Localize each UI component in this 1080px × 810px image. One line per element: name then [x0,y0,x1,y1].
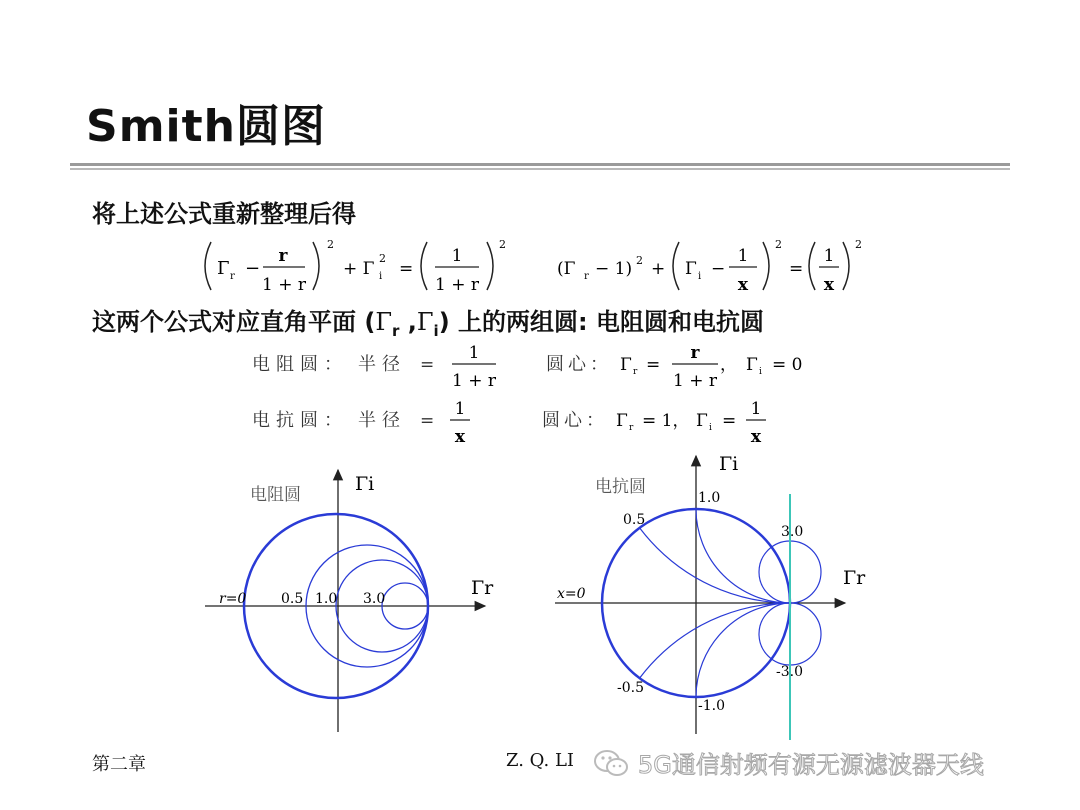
left-label-30: 3.0 [363,591,386,607]
eq2-minus1: − 1) [595,259,633,279]
eq1-den: 1 + r [262,275,306,295]
explain-text [92,302,764,340]
right-axis-x-label: Γr [843,567,866,589]
left-axis-y-label: Γi [355,473,375,495]
explain-sub-i: i [433,321,439,340]
left-label-05: 0.5 [281,591,304,607]
circle-definitions [250,340,830,452]
right-axis-y-label: Γi [719,453,739,475]
explain-suffix: ) 上的两组圆: 电阻圆和电抗圆 [438,308,764,336]
eq2-eq: = [789,259,804,279]
reactance-eq2: = 1， [642,411,690,431]
reactance-center-den: x [750,427,762,447]
eq1-sub-r: r [230,271,235,282]
explain-prefix: 这两个公式对应直角平面 ( [92,308,376,336]
eq2-den2: x [823,275,835,295]
reactance-sub-i: i [709,423,712,433]
reactance-sub-r: r [629,423,634,433]
left-axis-x-label: Γr [471,577,494,599]
right-label-p05: 0.5 [623,512,646,528]
resistance-radius-num: 1 [468,343,480,363]
slide-title: Smith圆图 [86,101,326,152]
eq1-sq2: 2 [379,252,386,265]
equation-1 [205,238,506,295]
title-rule-thin [70,168,1010,170]
right-label-m10: -1.0 [698,698,725,714]
resistance-center-label: 圆心： [546,354,612,375]
resistance-gamma-i: Γ [746,355,758,375]
eq2-num: 1 [737,246,749,266]
reactance-eq: = [420,411,435,431]
eq1-eq: = [399,259,414,279]
footer-author: Z. Q. LI [506,750,575,771]
resistance-row [252,343,802,391]
resistance-center-den: 1 + r [673,371,717,391]
equations-row [195,234,875,298]
eq1-num2: 1 [451,246,463,266]
resistance-label: 电阻圆： [252,354,348,375]
right-caption: 电抗圆 [595,477,646,497]
reactance-circles-diagram [545,452,885,744]
reactance-radius-den: x [454,427,466,447]
explain-comma: , [399,308,417,336]
intro-text: 将上述公式重新整理后得 [92,200,356,228]
title-rule [70,163,1010,166]
resistance-sub-i: i [759,367,762,377]
reactance-gamma-i: Γ [696,411,708,431]
eq2-sq: 2 [636,254,643,267]
reactance-center-num: 1 [750,399,762,419]
resistance-eq2: = [646,355,661,375]
eq1-gamma: Γ [217,258,230,279]
eq2-gamma: Γ [685,259,697,279]
right-label-x0: x=0 [557,586,586,602]
eq2-minus: − [711,259,726,279]
explain-sub-r: r [391,321,400,340]
reactance-eq3: = [722,411,737,431]
eq2-sq2: 2 [775,238,782,251]
reactance-row [252,399,766,447]
eq2-sub-r: r [584,271,589,282]
wechat-icon [592,747,630,779]
eq1-num: r [278,246,288,266]
explain-gamma-i: Γ [416,308,434,336]
eq2-den: x [737,275,749,295]
reactance-radius-num: 1 [454,399,466,419]
watermark-text: 5G通信射频有源无源滤波器天线 [638,751,984,779]
right-label-p10: 1.0 [698,490,721,506]
eq2-plus: + [651,259,666,279]
right-label-p30: 3.0 [781,524,804,540]
right-arc-xm05 [602,603,885,744]
eq1-sq3: 2 [499,238,506,251]
resistance-radius-label: 半径 [358,354,406,375]
eq1-plus: + Γ [343,259,375,279]
eq1-sub-i: i [379,271,383,282]
left-label-10: 1.0 [315,591,338,607]
left-caption: 电阻圆 [250,485,301,505]
resistance-gamma-r: Γ [620,355,632,375]
footer-watermark [592,745,984,780]
eq2-open: (Γ [557,259,576,279]
reactance-center-label: 圆心： [542,410,608,431]
resistance-radius-den: 1 + r [452,371,496,391]
explain-gamma-r: Γ [375,308,392,336]
eq1-minus: − [245,258,261,279]
reactance-radius-label: 半径 [358,410,406,431]
reactance-gamma-r: Γ [616,411,628,431]
footer-chapter: 第二章 [92,754,146,775]
eq2-sq3: 2 [855,238,862,251]
reactance-label: 电抗圆： [252,410,348,431]
eq1-den2: 1 + r [435,275,479,295]
resistance-eq3: = 0 [772,355,803,375]
equation-2 [557,238,862,295]
resistance-sub-r: r [633,367,638,377]
eq1-sq: 2 [327,238,334,251]
left-label-r0: r=0 [219,591,247,607]
eq2-sub-i: i [698,271,702,282]
resistance-comma: ， [720,355,737,375]
resistance-center-num: r [690,343,700,363]
right-label-m30: -3.0 [776,664,803,680]
eq2-num2: 1 [823,246,835,266]
resistance-eq: = [420,355,435,375]
resistance-circles-diagram [195,460,515,740]
right-label-m05: -0.5 [617,680,644,696]
